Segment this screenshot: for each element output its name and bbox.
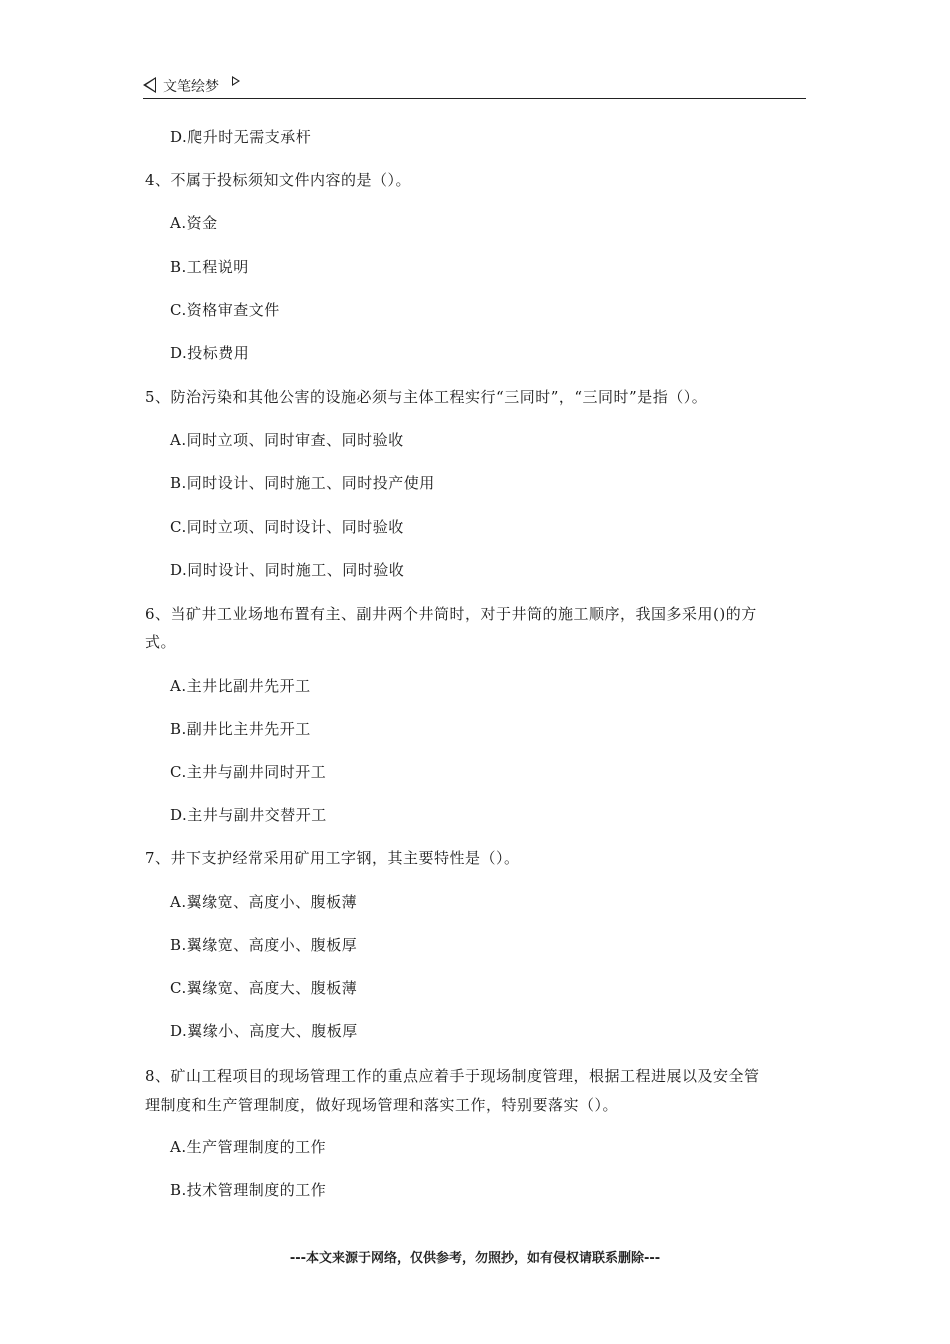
option-line: C.同时立项、同时设计、同时验收	[170, 518, 404, 536]
option-line: C.翼缘宽、高度大、腹板薄	[170, 979, 358, 997]
option-line: A.资金	[170, 214, 218, 232]
question-line: 理制度和生产管理制度，做好现场管理和落实工作，特别要落实（）。	[145, 1096, 619, 1114]
option-line: D.爬升时无需支承杆	[170, 128, 312, 146]
option-line: B.工程说明	[170, 258, 249, 276]
question-line: 4、不属于投标须知文件内容的是（）。	[145, 171, 412, 189]
question-line: 6、当矿井工业场地布置有主、副井两个井筒时，对于井筒的施工顺序，我国多采用()的方	[145, 605, 757, 623]
question-line: 7、井下支护经常采用矿用工字钢，其主要特性是（）。	[145, 849, 520, 867]
question-line: 8、矿山工程项目的现场管理工作的重点应着手于现场制度管理，根据工程进展以及安全管	[145, 1067, 760, 1085]
option-line: D.投标费用	[170, 344, 250, 362]
triangle-right-icon	[232, 76, 240, 86]
question-line: 式。	[145, 633, 177, 651]
option-line: A.主井比副井先开工	[170, 677, 311, 695]
option-line: B.副井比主井先开工	[170, 720, 311, 738]
option-line: D.同时设计、同时施工、同时验收	[170, 561, 405, 579]
header-brand: 文笔绘梦	[163, 79, 219, 95]
option-line: D.翼缘小、高度大、腹板厚	[170, 1022, 358, 1040]
triangle-left-icon	[143, 77, 156, 93]
option-line: C.资格审查文件	[170, 301, 280, 319]
option-line: B.同时设计、同时施工、同时投产使用	[170, 474, 435, 492]
option-line: B.技术管理制度的工作	[170, 1181, 327, 1199]
option-line: C.主井与副井同时开工	[170, 763, 327, 781]
option-line: B.翼缘宽、高度小、腹板厚	[170, 936, 358, 954]
page-header	[143, 72, 806, 99]
option-line: A.同时立项、同时审查、同时验收	[170, 431, 404, 449]
option-line: A.翼缘宽、高度小、腹板薄	[170, 893, 358, 911]
option-line: D.主井与副井交替开工	[170, 806, 327, 824]
page-footer: ---本文来源于网络，仅供参考，勿照抄，如有侵权请联系删除---	[289, 1251, 661, 1266]
option-line: A.生产管理制度的工作	[170, 1138, 327, 1156]
question-line: 5、防治污染和其他公害的设施必须与主体工程实行“三同时”，“三同时”是指（）。	[145, 388, 708, 406]
